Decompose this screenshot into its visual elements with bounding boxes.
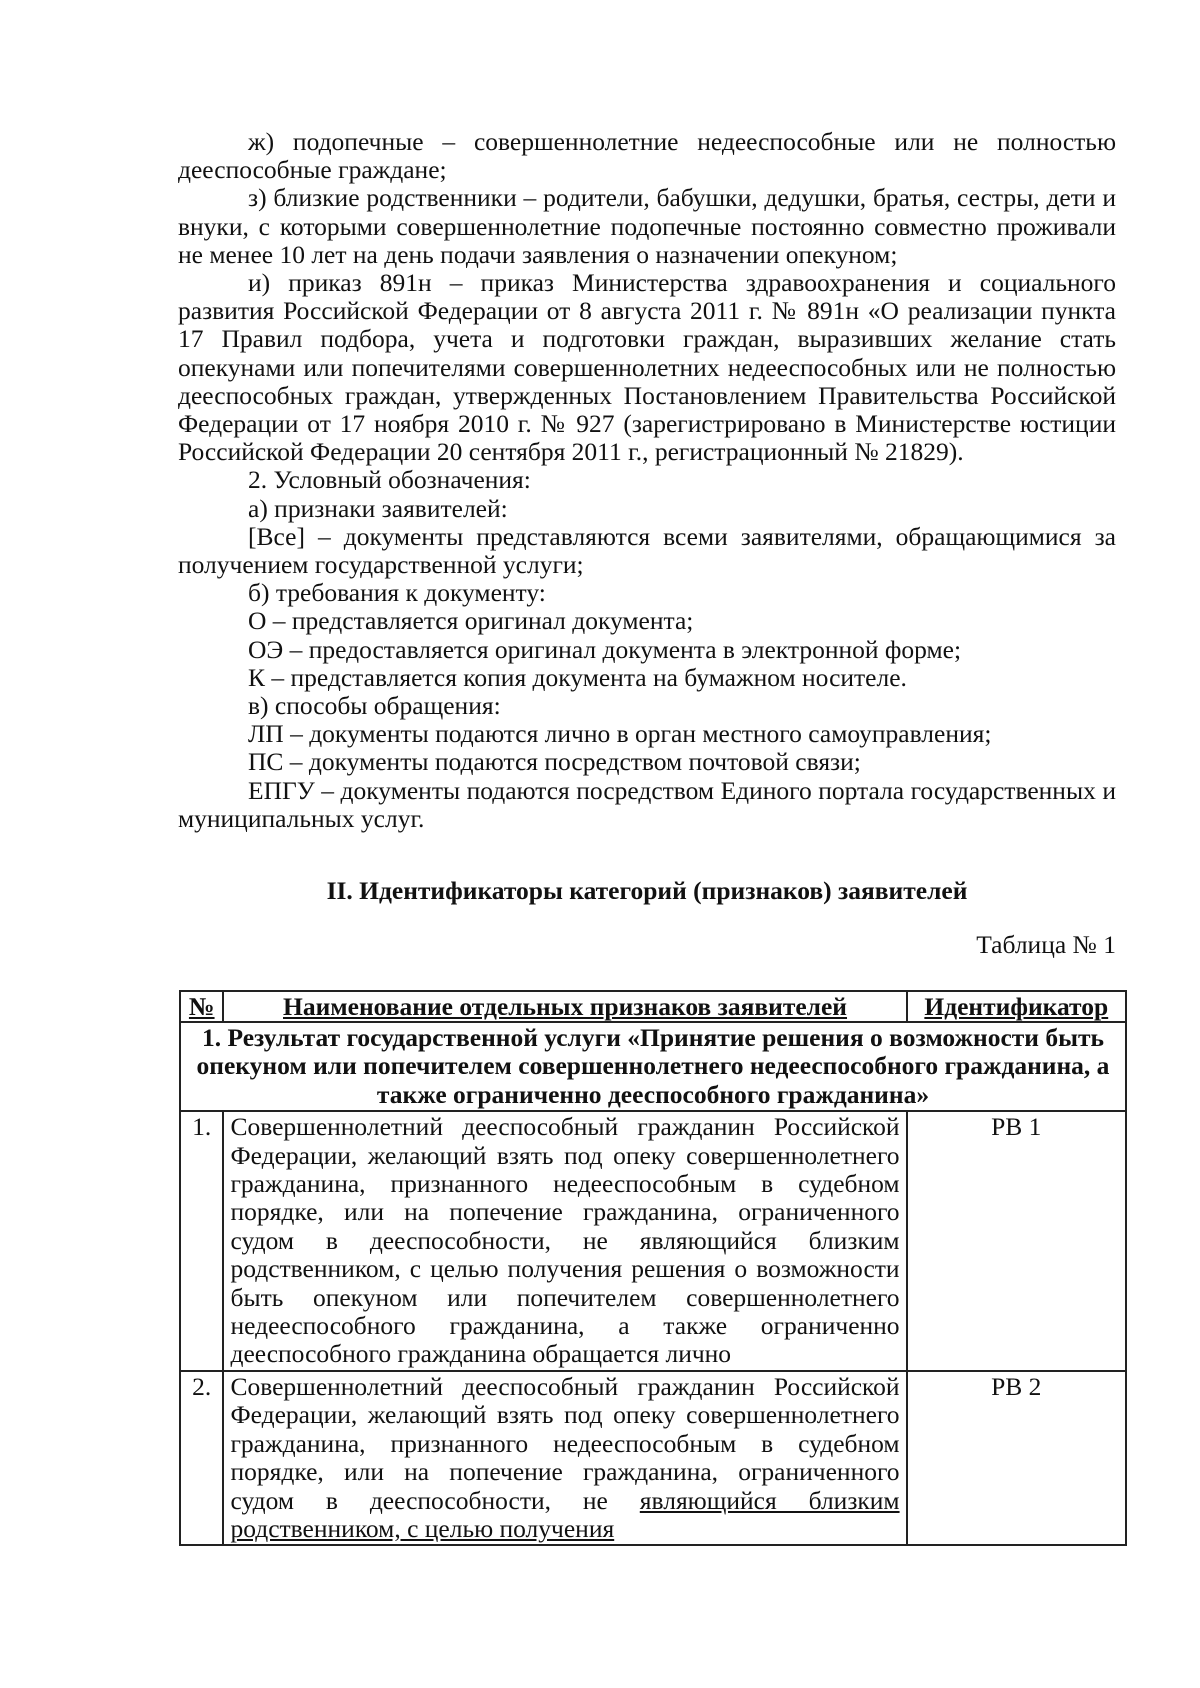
legend-original-electronic: ОЭ – предоставляется оригинал документа в электронной форме; [248, 634, 962, 664]
definition-i: и) приказ 891н – приказ Министерства здравоохранения и социального развития Российской Федерации от 8 августа 2011 г. № 891н «О реализации пункта 17 Правил подбора, учета и подготовки граждан, выразивших желание стать опекунами или попечителями совершеннолетних недееспособных или не полностью дееспособных граждан, утвержденных Постановлением Правительства Российской Федерации от 17 ноября 2010 г. № 927 (зарегистрировано в Министерстве юстиции Российской Федерации 20 сентября 2011 г., регистрационный № 21829). [178, 268, 1116, 467]
legend-submission-methods-title: в) способы обращения: [248, 691, 501, 721]
table-row [180, 1371, 1126, 1545]
section-heading: II. Идентификаторы категорий (признаков) заявителей [326, 876, 968, 905]
table-group-row [180, 1022, 1126, 1111]
table-header-row [180, 991, 1126, 1022]
legend-in-person: ЛП – документы подаются лично в орган местного самоуправления; [248, 719, 992, 749]
group-title: 1. Результат государственной услуги «Принятие решения о возможности быть опекуном или попечителем совершеннолетнего недееспособного гражданина, а также ограниченно дееспособного гражданина» [180, 1022, 1126, 1111]
row-number: 2. [180, 1371, 223, 1545]
legend-document-requirements-title: б) требования к документу: [248, 578, 546, 608]
legend-title: 2. Условный обозначения: [248, 465, 531, 495]
table-row [180, 1111, 1126, 1371]
definitions-block [178, 128, 1116, 833]
row-identifier: РВ 2 [907, 1371, 1126, 1545]
legend-paper-copy: К – представляется копия документа на бумажном носителе. [248, 662, 907, 692]
legend-epgu: ЕПГУ – документы подаются посредством Единого портала государственных и муниципальных услуг. [178, 775, 1116, 833]
legend-all-applicants: [Все] – документы представляются всеми заявителями, обращающимися за получением государственной услуги; [178, 521, 1116, 580]
row-applicant-description [223, 1371, 906, 1545]
header-applicant-signs: Наименование отдельных признаков заявителей [223, 991, 906, 1022]
legend-applicant-signs-title: а) признаки заявителей: [248, 493, 508, 523]
table-caption: Таблица № 1 [976, 930, 1116, 959]
row-applicant-description: Совершеннолетний дееспособный гражданин Российской Федерации, желающий взять под опеку совершеннолетнего гражданина, признанного недееспособным в судебном порядке, или на попечение гражданина, ограниченного судом в дееспособности, не являющийся близким родственником, с целью получения решения о возможности быть опекуном или попечителем совершеннолетнего недееспособного гражданина, а также ограниченно дееспособного гражданина обращается лично [223, 1111, 906, 1371]
applicant-identifiers-table [179, 990, 1127, 1546]
row-description-text: Совершеннолетний дееспособный гражданин Российской Федерации, желающий взять под опеку совершеннолетнего гражданина, признанного недееспособным в судебном порядке, или на попечение гражданина, ограниченного судом в дееспособности, не [230, 1372, 900, 1515]
legend-postal: ПС – документы подаются посредством почтовой связи; [248, 747, 861, 777]
legend-original: О – представляется оригинал документа; [248, 606, 694, 636]
header-identifier: Идентификатор [907, 991, 1126, 1022]
row-description-clip [230, 1373, 899, 1543]
row-number: 1. [180, 1111, 223, 1371]
row-identifier: РВ 1 [907, 1111, 1126, 1371]
row-description-cut-line: являющийся близким родственником, с целью получения [230, 1485, 900, 1543]
definition-zh: ж) подопечные – совершеннолетние недееспособные или не полностью дееспособные граждане; [178, 127, 1116, 185]
definition-z: з) близкие родственники – родители, бабушки, дедушки, братья, сестры, дети и внуки, с которыми совершеннолетние подопечные постоянно совместно проживали не менее 10 лет на день подачи заявления о назначении опекуном; [178, 183, 1116, 269]
header-number: № [180, 991, 223, 1022]
